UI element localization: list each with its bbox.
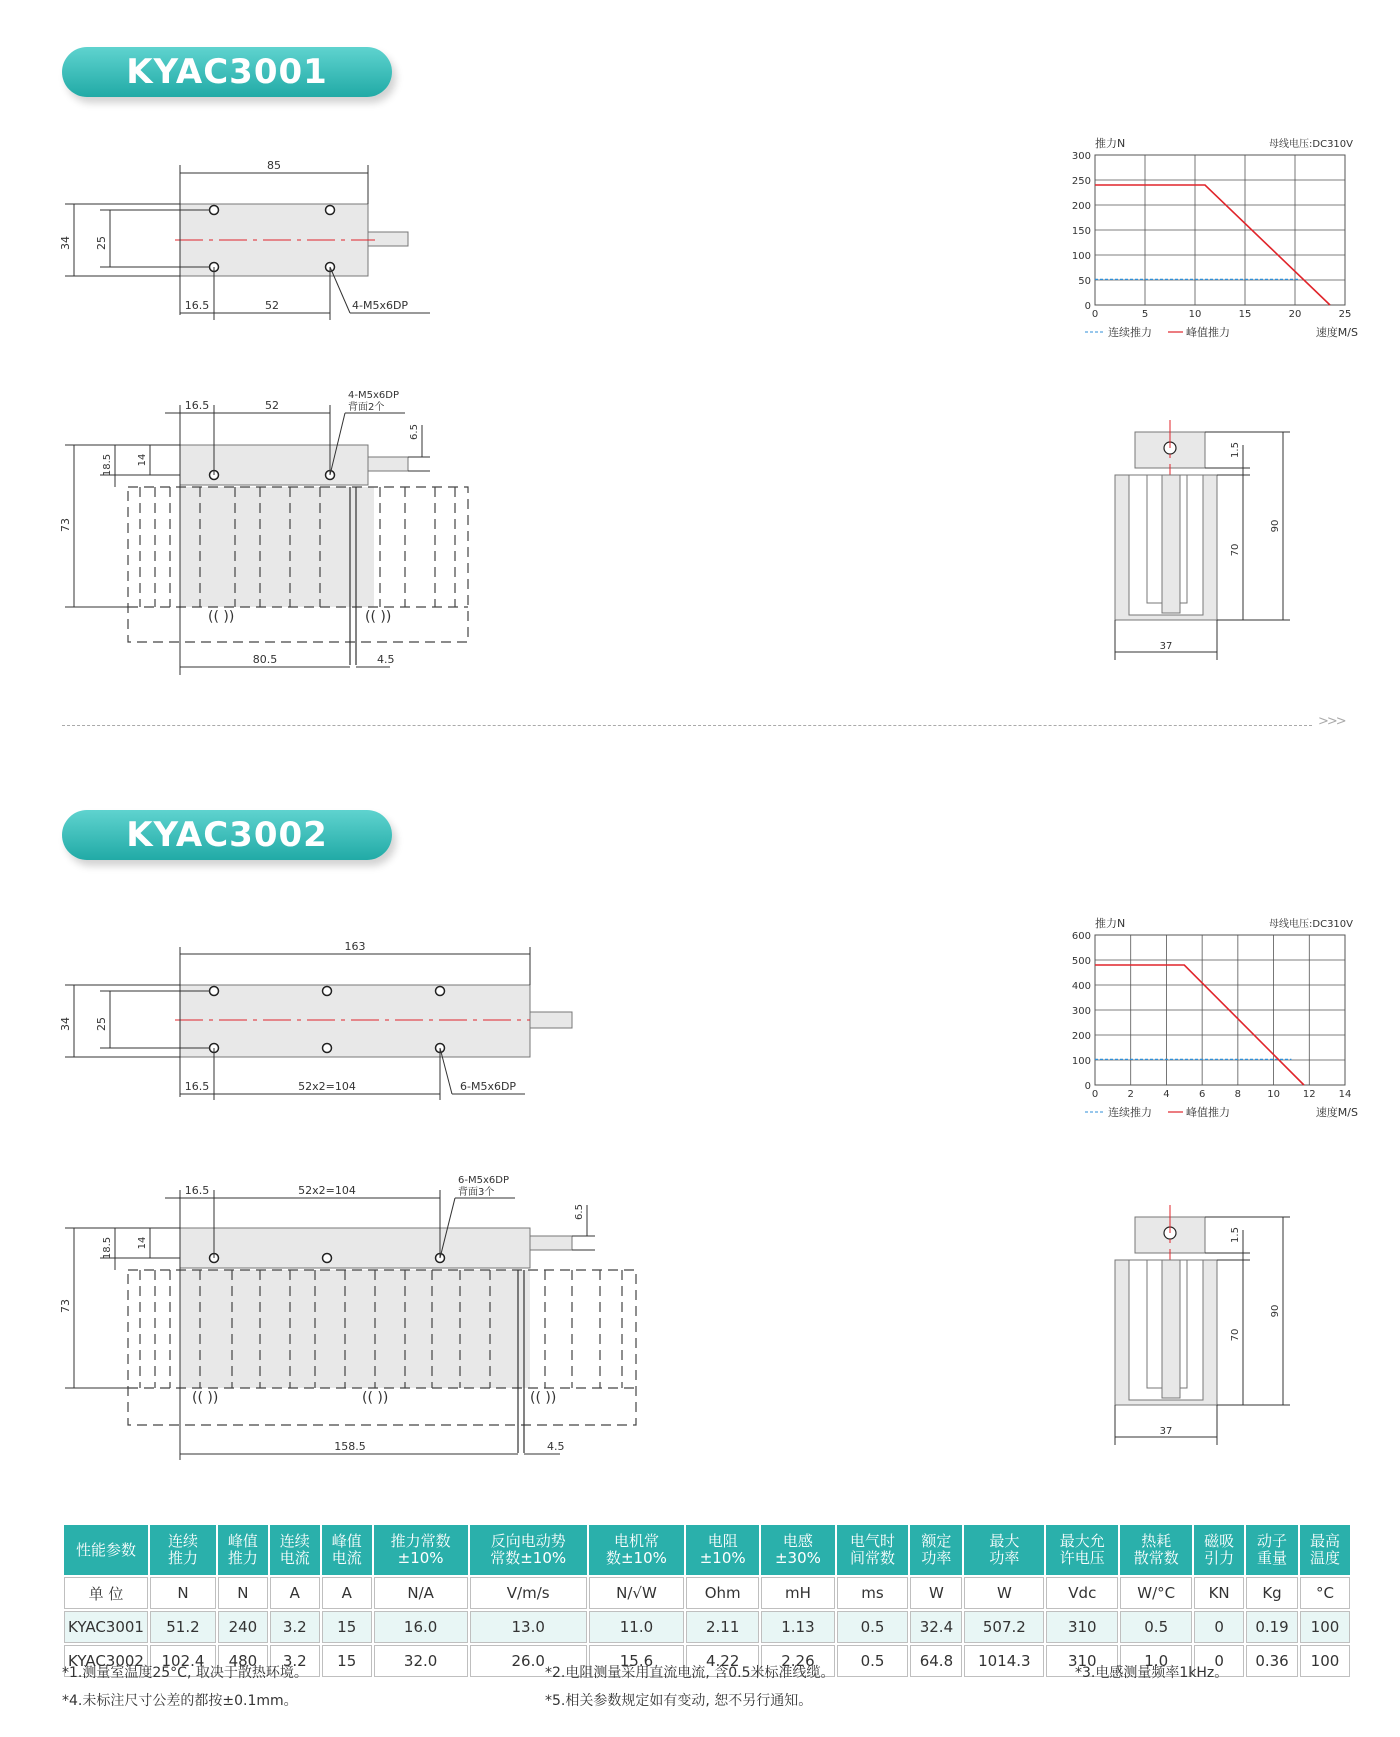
x-tick-label: 15: [1238, 309, 1252, 320]
end-dim-70: 70: [1230, 543, 1241, 557]
spec-unit-cell: N: [218, 1577, 268, 1609]
table-row: [64, 1611, 1350, 1643]
height-dim: 34: [59, 1017, 72, 1031]
spec-cell: 1014.3: [964, 1645, 1044, 1677]
model-title: KYAC3001: [62, 47, 392, 97]
spec-unit-cell: Kg: [1246, 1577, 1298, 1609]
gap-dim: 4.5: [377, 653, 395, 666]
spec-cell: 16.0: [374, 1611, 468, 1643]
spec-cell: 310: [1046, 1611, 1118, 1643]
spec-unit-cell: N: [150, 1577, 216, 1609]
side-holes-label: 6-M5x6DP: [458, 1175, 509, 1186]
hole-spacing-dim: 25: [95, 236, 108, 250]
end-view-drawing: [1115, 420, 1315, 670]
spec-cell: 100: [1300, 1645, 1350, 1677]
spec-cell: 240: [218, 1611, 268, 1643]
spec-cell: 3.2: [270, 1611, 320, 1643]
y-tick-label: 100: [1071, 251, 1091, 262]
stator-length-dim: 80.5: [252, 653, 278, 666]
spec-header-cell: 电气时 间常数: [837, 1525, 909, 1575]
spec-header-cell: 推力常数 ±10%: [374, 1525, 468, 1575]
x-tick-label: 20: [1288, 309, 1302, 320]
side-pitch-dim: 52x2=104: [298, 1184, 356, 1197]
side-holes-back: 背面3个: [458, 1187, 495, 1198]
holes-label: 4-M5x6DP: [352, 299, 409, 312]
side-holes-back: 背面2个: [348, 402, 385, 413]
spec-cell: 0.19: [1246, 1611, 1298, 1643]
side-view-drawing: [60, 1170, 640, 1470]
side-pitch-dim: 52: [265, 399, 279, 412]
y-tick-label: 50: [1078, 276, 1091, 287]
spec-unit-cell: ms: [837, 1577, 909, 1609]
x-tick-label: 0: [1091, 1089, 1099, 1100]
end-width-dim: 37: [1159, 1426, 1173, 1437]
spec-cell: 1.0: [1120, 1645, 1192, 1677]
length-dim: 163: [344, 940, 366, 953]
y-tick-label: 0: [1084, 1081, 1091, 1092]
offset-dim: 16.5: [184, 299, 210, 312]
spec-header-cell: 电阻 ±10%: [686, 1525, 759, 1575]
legend-peak: 峰值推力: [1186, 326, 1230, 339]
spec-cell: 480: [218, 1645, 268, 1677]
spec-cell: 0.36: [1246, 1645, 1298, 1677]
spec-cell: 15.6: [589, 1645, 684, 1677]
top-view-drawing: [60, 932, 620, 1102]
x-tick-label: 8: [1234, 1089, 1242, 1100]
spec-unit-cell: A: [322, 1577, 372, 1609]
note-5: *5.相关参数规定如有变动, 恕不另行通知。: [545, 1693, 813, 1709]
dim-6-5: 6.5: [574, 1204, 585, 1220]
x-tick-label: 10: [1188, 309, 1202, 320]
spec-cell: KYAC3002: [64, 1645, 148, 1677]
dim-73: 73: [59, 518, 72, 532]
dim-14: 14: [137, 453, 148, 467]
spec-header-cell: 动子 重量: [1246, 1525, 1298, 1575]
spec-cell: 32.4: [910, 1611, 962, 1643]
x-tick-label: 25: [1338, 309, 1352, 320]
chart-voltage: 母线电压:DC310V: [1269, 139, 1353, 150]
side-view-drawing: [60, 385, 480, 685]
spec-unit-cell: Vdc: [1046, 1577, 1118, 1609]
spec-cell: 15: [322, 1611, 372, 1643]
x-tick-label: 2: [1127, 1089, 1134, 1100]
spec-cell: 3.2: [270, 1645, 320, 1677]
spec-unit-cell: W: [964, 1577, 1044, 1609]
spec-unit-cell: A: [270, 1577, 320, 1609]
spec-header-cell: 连续 电流: [270, 1525, 320, 1575]
spec-cell: 0: [1194, 1611, 1244, 1643]
y-tick-label: 0: [1084, 301, 1091, 312]
end-dim-90: 90: [1270, 1304, 1281, 1318]
spec-header-cell: 反向电动势 常数±10%: [470, 1525, 587, 1575]
x-tick-label: 5: [1141, 309, 1149, 320]
spec-unit-cell: W: [910, 1577, 962, 1609]
spec-header-cell: 电机常 数±10%: [589, 1525, 684, 1575]
spec-unit-cell: Ohm: [686, 1577, 759, 1609]
spec-unit-cell: V/m/s: [470, 1577, 587, 1609]
spec-header-cell: 连续 推力: [150, 1525, 216, 1575]
gap-dim: 4.5: [547, 1440, 565, 1453]
spec-header-cell: 最大 功率: [964, 1525, 1044, 1575]
x-tick-label: 4: [1163, 1089, 1170, 1100]
dim-73: 73: [59, 1299, 72, 1313]
end-dim-1-5: 1.5: [1230, 442, 1241, 458]
force-speed-chart: [1065, 135, 1365, 345]
height-dim: 34: [59, 236, 72, 250]
spec-header-cell: 性能参数: [64, 1525, 148, 1575]
chart-ylabel: 推力N: [1095, 137, 1126, 150]
spec-header-cell: 峰值 推力: [218, 1525, 268, 1575]
spec-header-cell: 额定 功率: [910, 1525, 962, 1575]
length-dim: 85: [267, 159, 281, 172]
x-tick-label: 6: [1198, 1089, 1206, 1100]
svg-text:(( )): (( )): [192, 1390, 219, 1406]
end-view-drawing: [1115, 1205, 1315, 1455]
y-tick-label: 500: [1071, 956, 1091, 967]
offset-dim: 16.5: [184, 1080, 210, 1093]
spec-unit-cell: °C: [1300, 1577, 1350, 1609]
separator-arrow: >>>: [1318, 714, 1345, 729]
spec-header-cell: 最高 温度: [1300, 1525, 1350, 1575]
note-4: *4.未标注尺寸公差的都按±0.1mm。: [62, 1693, 298, 1709]
y-tick-label: 300: [1071, 151, 1091, 162]
spec-unit-cell: 单 位: [64, 1577, 148, 1609]
spec-table: [62, 1523, 1352, 1679]
note-2: *2.电阻测量采用直流电流, 含0.5米标准线缆。: [545, 1665, 835, 1681]
x-tick-label: 14: [1338, 1089, 1352, 1100]
spec-cell: 64.8: [910, 1645, 962, 1677]
pitch-dim: 52x2=104: [298, 1080, 356, 1093]
spec-cell: 0.5: [1120, 1611, 1192, 1643]
spec-units-row: [64, 1577, 1350, 1609]
spec-header-cell: 热耗 散常数: [1120, 1525, 1192, 1575]
spec-unit-cell: N/√W: [589, 1577, 684, 1609]
pitch-dim: 52: [265, 299, 279, 312]
chart-xlabel: 速度M/S: [1315, 1106, 1358, 1119]
side-holes-label: 4-M5x6DP: [348, 390, 399, 401]
spec-cell: 2.11: [686, 1611, 759, 1643]
y-tick-label: 600: [1071, 931, 1091, 942]
end-dim-90: 90: [1270, 519, 1281, 533]
spec-unit-cell: N/A: [374, 1577, 468, 1609]
y-tick-label: 150: [1071, 226, 1091, 237]
spec-cell: 0: [1194, 1645, 1244, 1677]
side-offset-dim: 16.5: [184, 399, 210, 412]
spec-cell: 102.4: [150, 1645, 216, 1677]
svg-text:(( )): (( )): [208, 609, 235, 625]
spec-cell: 507.2: [964, 1611, 1044, 1643]
spec-header-cell: 磁吸 引力: [1194, 1525, 1244, 1575]
y-tick-label: 400: [1071, 981, 1091, 992]
spec-cell: 1.13: [761, 1611, 834, 1643]
spec-cell: 4.22: [686, 1645, 759, 1677]
x-tick-label: 10: [1267, 1089, 1280, 1100]
svg-text:(( )): (( )): [362, 1390, 389, 1406]
force-speed-chart: [1065, 915, 1365, 1125]
spec-cell: KYAC3001: [64, 1611, 148, 1643]
spec-unit-cell: mH: [761, 1577, 834, 1609]
spec-unit-cell: KN: [1194, 1577, 1244, 1609]
holes-label: 6-M5x6DP: [460, 1080, 517, 1093]
spec-cell: 100: [1300, 1611, 1350, 1643]
dim-18-5: 18.5: [102, 453, 113, 477]
x-tick-label: 0: [1091, 309, 1099, 320]
x-tick-label: 12: [1302, 1089, 1316, 1100]
spec-cell: 0.5: [837, 1611, 909, 1643]
spec-cell: 0.5: [837, 1645, 909, 1677]
svg-text:(( )): (( )): [365, 609, 392, 625]
y-tick-label: 200: [1071, 201, 1091, 212]
dim-6-5: 6.5: [409, 424, 420, 440]
spec-header-cell: 电感 ±30%: [761, 1525, 834, 1575]
spec-unit-cell: W/°C: [1120, 1577, 1192, 1609]
spec-cell: 32.0: [374, 1645, 468, 1677]
spec-cell: 15: [322, 1645, 372, 1677]
top-view-drawing: [60, 155, 440, 325]
chart-xlabel: 速度M/S: [1315, 326, 1358, 339]
spec-cell: 13.0: [470, 1611, 587, 1643]
legend-peak: 峰值推力: [1186, 1106, 1230, 1119]
svg-text:(( )): (( )): [530, 1390, 557, 1406]
stator-length-dim: 158.5: [334, 1440, 366, 1453]
end-dim-1-5: 1.5: [1230, 1227, 1241, 1243]
section-separator: [62, 725, 1312, 726]
dim-14: 14: [137, 1236, 148, 1250]
spec-header-cell: 最大允 许电压: [1046, 1525, 1118, 1575]
chart-ylabel: 推力N: [1095, 917, 1126, 930]
legend-continuous: 连续推力: [1108, 1106, 1152, 1119]
y-tick-label: 250: [1071, 176, 1091, 187]
hole-spacing-dim: 25: [95, 1017, 108, 1031]
chart-voltage: 母线电压:DC310V: [1269, 919, 1353, 930]
spec-header-row: [64, 1525, 1350, 1575]
model-title: KYAC3002: [62, 810, 392, 860]
dim-18-5: 18.5: [102, 1236, 113, 1260]
spec-cell: 11.0: [589, 1611, 684, 1643]
note-3: *3.电感测量频率1kHz。: [1075, 1665, 1229, 1681]
spec-cell: 2.26: [761, 1645, 834, 1677]
end-dim-70: 70: [1230, 1328, 1241, 1342]
end-width-dim: 37: [1159, 641, 1173, 652]
note-1: *1.测量室温度25°C, 取决于散热环境。: [62, 1665, 308, 1681]
spec-cell: 310: [1046, 1645, 1118, 1677]
side-offset-dim: 16.5: [184, 1184, 210, 1197]
y-tick-label: 100: [1071, 1056, 1091, 1067]
y-tick-label: 200: [1071, 1031, 1091, 1042]
legend-continuous: 连续推力: [1108, 326, 1152, 339]
y-tick-label: 300: [1071, 1006, 1091, 1017]
spec-header-cell: 峰值 电流: [322, 1525, 372, 1575]
series-line: [1095, 965, 1304, 1085]
spec-cell: 26.0: [470, 1645, 587, 1677]
spec-cell: 51.2: [150, 1611, 216, 1643]
